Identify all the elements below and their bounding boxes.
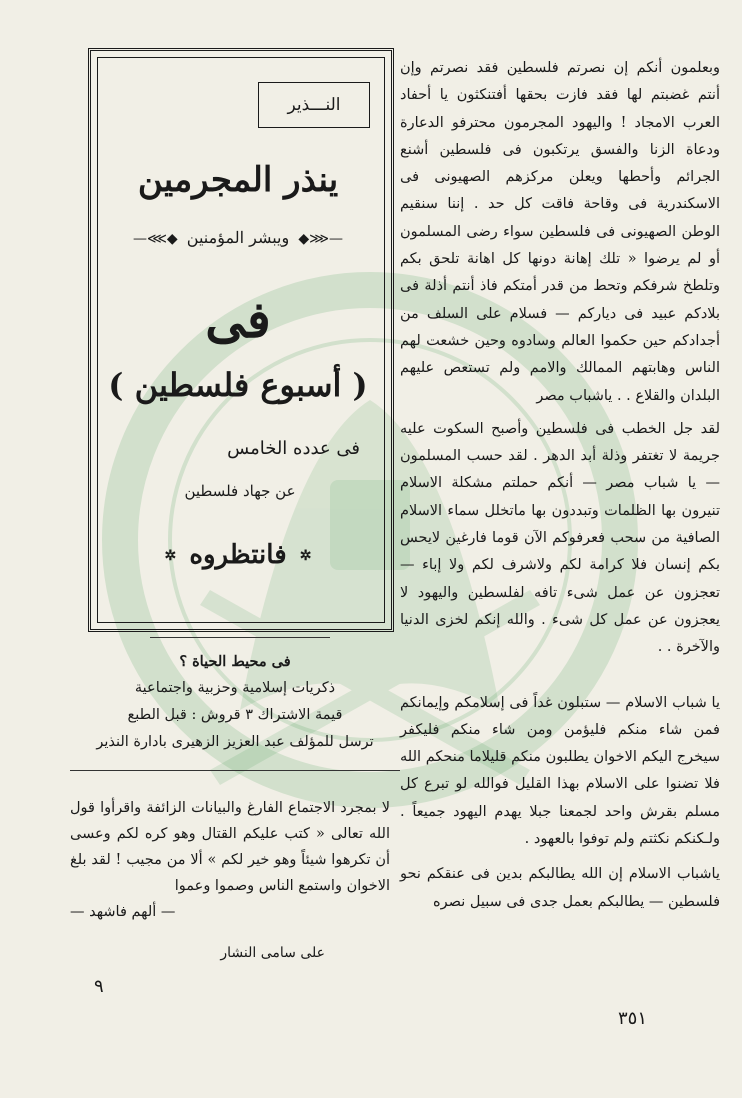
article-closing: — ألهم فاشهد — [70,904,176,920]
article-paragraph: لقد جل الخطب فى فلسطين وأصبح السكوت عليه جريمة لا تغتفر وذلة أبد الدهر . لقد حسب المسلمون — يا شباب مصر — أنكم حملتم مشكلة الاسلام تنيرون بها الظلمات وتبددون بها ماتخلل سماء الاسلام الصافية من سحب فعرفوكم الآن قوما فارغين لايحس بكم إنسان فلا كرامة لكم ولاشرف لكم ولا إباء — تعجزون عن عمل شىء تافه لفلسطين واليهود لا يعجزون عن عمل كل شىء . والله إنكم لخزى الدنيا والآخرة . . [400,420,720,656]
author-name: على سامى النشار [220,945,325,961]
book-address: ترسل للمؤلف عبد العزيز الزهيرى بادارة النذير [96,734,374,750]
ad-fi-word: فى [205,290,271,349]
page-number-left: ٩ [94,976,104,997]
ad-wait-word: فانتظروه [189,540,287,570]
star-icon: ✲ [164,548,177,564]
ornament-icon: —⋘◆ [298,230,343,247]
ad-headline: ينذر المجرمين [137,160,339,200]
article-right-column [400,55,720,916]
ad-week-title: ( أسبوع فلسطين ) [108,366,368,404]
divider [150,637,330,638]
ad-subheadline [100,228,376,247]
article-paragraph: لا بمجرد الاجتماع الفارغ والبيانات الزائفة واقرأوا قول الله تعالى « كتب عليكم القتال وهو كره لكم وعسى أن تكرهوا شيئاً وهو خير لكم » ألا من مجيب ! لقد بلغ الاخوان واستمع الناس وصموا وعموا [70,800,390,894]
ad-sub-text: ويبشر المؤمنين [186,228,290,247]
book-price: قيمة الاشتراك ٣ قروش : قبل الطبع [127,707,343,723]
divider [70,770,400,771]
page-number-right: ٣٥١ [618,1008,648,1029]
article-paragraph: وبعلمون أنكم إن نصرتم فلسطين فقد نصرتم وإن أنتم غضبتم لها فقد فازت بحقها أفتنكثون يا أحفاد العرب الامجاد ! واليهود المجرمون محترفو الدعارة ودعاة الزنا والفسق يرتكبون فى فلسطين أشنع الجرائم وأحطها ويعلن مركزهم الصهيونى فى الاسكندرية فى وقاحة فاقت كل حد . إننا سنقيم الوطن الصهيونى فى فلسطين سواء رضى المسلمون أو لم يرضوا « تلك إهانة دونها كل اهانة تلحق بكم وتلطخ شرفكم وتحط من قدر أمتكم فاذ أنتم أذلة فى بلادكم عبيد فى دياركم — فسلام على السلف من أجدادكم حين حكموا العالم وسادوه وحين خشعت لهم الناس وهابتهم الممالك والامم ولم تستعص عليهم البلدان والقلاع . . ياشباب مصر [400,60,720,404]
article-left-continuation [70,795,390,925]
article-paragraph: ياشباب الاسلام إن الله يطالبكم بدين فى عنقكم نحو فلسطين — يطالبكم بعمل جدى فى سبيل نصره [400,866,720,910]
book-title: فى محيط الحياة ؟ [179,653,291,670]
ad-magazine-label: النـــذير [258,82,370,128]
book-subtitle: ذكريات إسلامية وحزبية واجتماعية [134,680,336,696]
ornament-icon: ◆⋙— [133,230,178,247]
ad-issue-text: فى عدده الخامس [227,438,360,459]
article-paragraph: يا شباب الاسلام — ستبلون غداً فى إسلامكم وإيمانكم فمن شاء منكم فليؤمن ومن شاء منكم فليكفر سيخرج اليكم الاخوان يطلبون منكم قليلاما منحكم الله فلا تضنوا على الاسلام بهذا القليل فوالله لو تبرع كل مسلم بقرش واحد لجمعنا جبلا يهدم اليهود جميعاً . ولـكنكم نكثتم ولم توفوا بالعهود . [400,694,720,848]
ad-wait-text [100,540,376,570]
ad-jihad-text: عن جهاد فلسطين [184,482,296,500]
star-icon: ✲ [299,548,312,564]
book-notice [80,648,390,756]
